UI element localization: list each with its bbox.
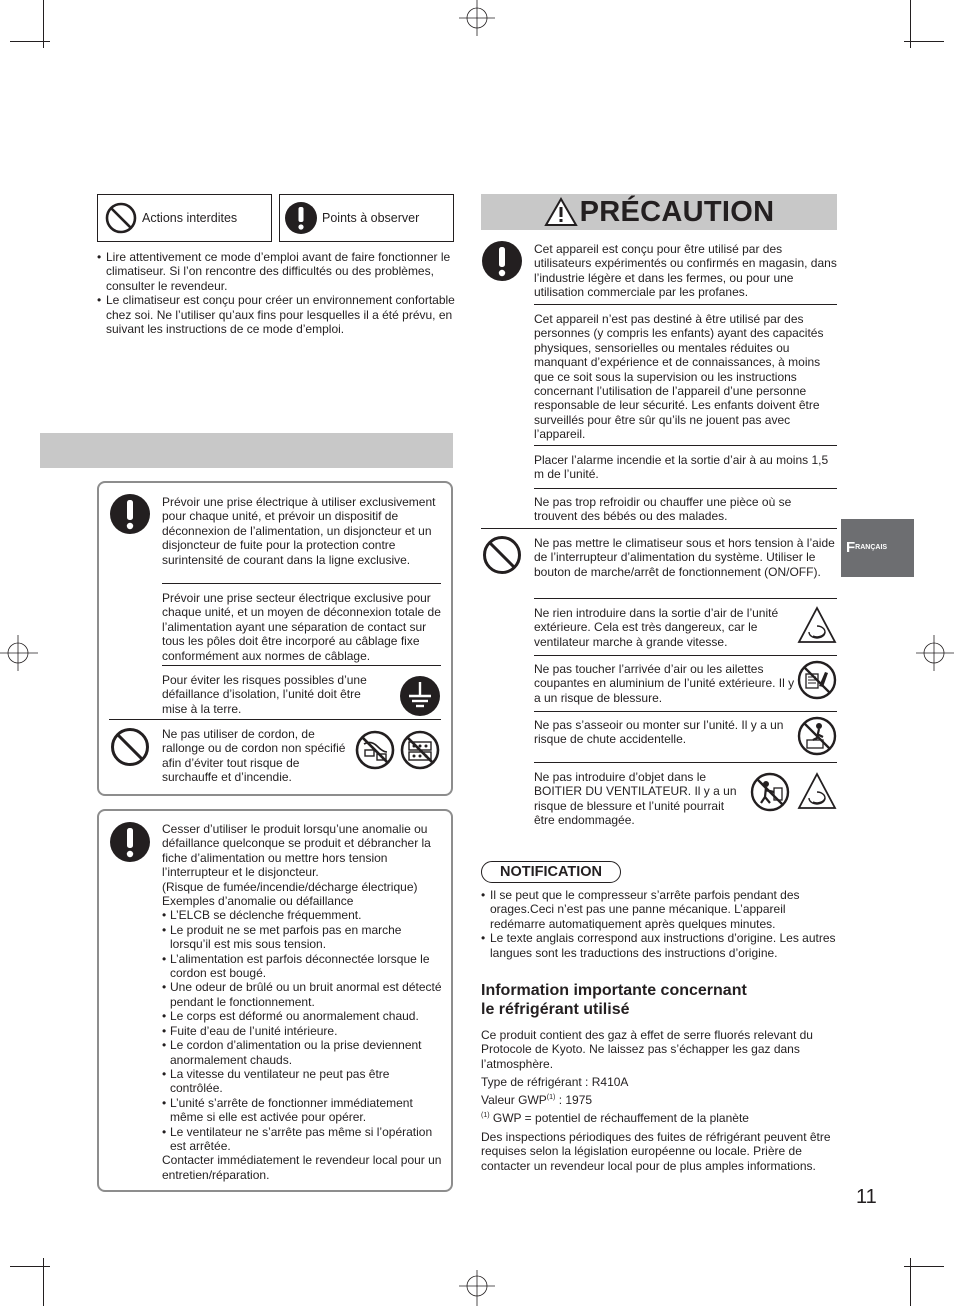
divider: [109, 719, 441, 720]
prohibited-icon: [481, 534, 523, 576]
notification-label: NOTIFICATION: [499, 863, 603, 880]
refrigerant-heading-line1: Information importante concernant: [481, 982, 747, 999]
divider: [162, 665, 441, 666]
refrigerant-type: Type de réfrigérant : R410A: [481, 1075, 629, 1089]
anomaly-example: • L’unité s’arrête de fonctionner immédiatement même si elle est activée pour opérer.: [162, 1096, 444, 1125]
legend-observe-label: Points à observer: [322, 210, 420, 225]
precaution-prohibited-item: Ne pas mettre le climatiseur sous et hors tension à l’aide de l’interrupteur d’alimentation du système. Utiliser le bouton de marche/arrêt de fonctionnement (ON/OFF).: [534, 536, 835, 579]
precaution-observe-item: Ne pas trop refroidir ou chauffer une pièce où se trouvent des bébés ou des malades.: [534, 495, 792, 524]
divider: [534, 762, 837, 763]
no-power-strip-icon: [400, 730, 440, 770]
registration-mark-right: [914, 633, 954, 673]
divider: [534, 655, 837, 656]
anomaly-example: • La vitesse du ventilateur ne peut pas être contrôlée.: [162, 1067, 444, 1096]
warning-triangle-icon: [544, 197, 578, 227]
anomaly-examples-title: Exemples d’anomalie ou défaillance: [162, 894, 354, 909]
footnote-text: GWP = potentiel de réchauffement de la planète: [489, 1111, 749, 1125]
mandatory-icon: [109, 493, 151, 535]
gwp-value: : 1975: [555, 1093, 593, 1107]
legend-observe: [279, 194, 454, 242]
intro-bullet: • Lire attentivement ce mode d’emploi avant de faire fonctionner le climatiseur. Si l’on rencontre des difficultés ou des problèmes, consulter le revendeur.: [97, 250, 455, 293]
precaution-observe-item: Cet appareil est conçu pour être utilisé par des utilisateurs expérimentés ou confirmés en magasin, dans l’industrie légère et dans les fermes, ou pour une utilisation commerciale par les profanes.: [534, 242, 837, 300]
anomaly-example: • L’alimentation est parfois déconnectée lorsque le cordon est bougé.: [162, 952, 444, 981]
divider: [162, 583, 441, 584]
divider: [534, 488, 837, 489]
prohibited-icon: [104, 201, 138, 235]
refrigerant-heading: [481, 982, 841, 1019]
anomaly-example: • Fuite d’eau de l’unité intérieure.: [162, 1024, 444, 1038]
precaution-prohibited-item: Ne rien introduire dans la sortie d’air de l’unité extérieure. Cela est très dangereux, car le ventilateur marche à grande vitesse.: [534, 606, 779, 649]
no-touch-fins-icon: [797, 660, 837, 700]
divider: [534, 304, 837, 305]
intro-bullets: [97, 250, 455, 336]
gwp-label: Valeur GWP: [481, 1093, 547, 1107]
language-tab-rest: RANÇAIS: [855, 543, 888, 551]
anomaly-example: • Une odeur de brûlé ou un bruit anormal est détecté pendant le fonctionnement.: [162, 980, 444, 1009]
registration-mark-top: [457, 0, 497, 40]
anomaly-risk: (Risque de fumée/incendie/décharge électrique): [162, 879, 418, 894]
refrigerant-paragraph: Des inspections périodiques des fuites de réfrigérant peuvent être requises selon la législation européenne ou locale. Prière de contacter un revendeur local pour de plus amples informations.: [481, 1130, 831, 1173]
anomaly-example: • Le ventilateur ne s’arrête pas même si l’opération est arrêtée.: [162, 1125, 444, 1154]
precaution-observe-item: Placer l’alarme incendie et la sortie d’air à au moins 1,5 m de l’unité.: [534, 453, 829, 482]
divider: [534, 711, 837, 712]
anomaly-example: • L’ELCB se déclenche fréquemment.: [162, 908, 444, 922]
refrigerant-heading-line2: le réfrigérant utilisé: [481, 1000, 630, 1018]
rotating-fan-warning-icon: [797, 606, 837, 644]
no-climbing-icon: [797, 716, 837, 756]
precaution-title: PRÉCAUTION: [579, 195, 775, 228]
refrigerant-paragraph: Ce produit contient des gaz à effet de serre fluorés relevant du Protocole de Kyoto. Ne laissez pas s’échapper les gaz dans l’atmosphère.: [481, 1028, 813, 1071]
registration-mark-left: [0, 633, 40, 673]
precaution-prohibited-item: Ne pas introduire d’objet dans le BOITIER DU VENTILATEUR. Il y a un risque de blessure et l’unité pourrait être endommagée.: [534, 770, 737, 828]
no-insert-objects-icon: [750, 772, 790, 812]
power-item-2: Prévoir une prise secteur électrique exclusive pour chaque unité, et un moyen de déconnexion totale de l’alimentation ayant une séparation de contact sur tous les pôles doit être incorporé au câblage fixe conformément aux normes de câblage.: [162, 591, 441, 663]
refrigerant-gwp: [481, 1093, 841, 1107]
anomaly-example: • Le produit ne se met parfois pas en marche lorsqu’il est mis sous tension.: [162, 923, 444, 952]
anomaly-example: • Le corps est déformé ou anormalement chaud.: [162, 1009, 444, 1023]
notification-bullet: • Le texte anglais correspond aux instructions d’origine. Les autres langues sont les traductions des instructions d’origine.: [481, 931, 841, 960]
mandatory-icon: [109, 821, 151, 863]
refrigerant-footnote: [481, 1111, 841, 1125]
intro-bullet: • Le climatiseur est conçu pour créer un environnement confortable chez soi. Ne l’utiliser qu’aux fins pour lesquelles il a été prévu, en suivant les instructions de ce mode d’emploi.: [97, 293, 455, 336]
page-number: 11: [856, 1186, 877, 1208]
precaution-banner: [481, 194, 837, 230]
precaution-prohibited-item: Ne pas s’asseoir ou monter sur l’unité. Il y a un risque de chute accidentelle.: [534, 718, 784, 747]
anomaly-example: • Le cordon d’alimentation ou la prise deviennent anormalement chauds.: [162, 1038, 444, 1067]
notification-badge: [481, 861, 621, 883]
notification-bullets: [481, 888, 841, 960]
legend-prohibited: [97, 194, 272, 242]
legend-prohibited-label: Actions interdites: [142, 210, 238, 225]
registration-mark-bottom: [457, 1266, 497, 1306]
language-tab-initial: F: [846, 538, 856, 556]
language-tab: [841, 519, 914, 577]
divider: [534, 598, 837, 599]
precaution-observe-item: Cet appareil n’est pas destiné à être utilisé par des personnes (y compris les enfants) ayant des capacités physiques, sensorielles ou mentales réduites ou manquant d’expérience et de connaissances, à moins que ce soit sous la supervision ou les instructions concernant l’utilisation de l’appareil d’une personne responsable de leur sécurité. Les enfants doivent être surveillés pour être sûr qu’ils ne jouent pas avec l’appareil.: [534, 312, 824, 442]
notification-bullet: • Il se peut que le compresseur s’arrête parfois pendant des orages.Ceci n’est pas une panne mécanique. L’appareil redémarre automatiquement après quelques minutes.: [481, 888, 841, 931]
divider: [481, 528, 837, 529]
anomaly-outro: Contacter immédiatement le revendeur local pour un entretien/réparation.: [162, 1153, 442, 1182]
anomaly-content: [162, 822, 444, 1182]
prohibited-icon: [109, 726, 151, 768]
section-bar: [40, 433, 453, 468]
divider: [534, 445, 837, 446]
gwp-footnote-ref: (1): [546, 1094, 556, 1101]
mandatory-icon: [284, 201, 318, 235]
rotating-fan-warning-icon: [797, 772, 837, 810]
power-item-3: Pour éviter les risques possibles d’une défaillance d’isolation, l’unité doit être mise à la terre.: [162, 673, 367, 716]
no-extension-cord-icon: [355, 730, 395, 770]
earth-ground-icon: [399, 675, 441, 717]
footnote-mark: (1): [481, 1112, 490, 1119]
anomaly-intro: Cesser d’utiliser le produit lorsqu’une anomalie ou défaillance quelconque se produit et débrancher la fiche d’alimentation ou mettre hors tension l’interrupteur et le disjoncteur.: [162, 822, 431, 880]
anomaly-examples: [162, 908, 444, 1153]
precaution-prohibited-item: Ne pas toucher l’arrivée d’air ou les ailettes coupantes en aluminium de l’unité extérieure. Il y a un risque de blessure.: [534, 662, 795, 705]
power-item-4: Ne pas utiliser de cordon, de rallonge ou de cordon non spécifié afin d’éviter tout risque de surchauffe et d’incendie.: [162, 727, 346, 785]
power-item-1: Prévoir une prise électrique à utiliser exclusivement pour chaque unité, et prévoir un dispositif de déconnexion de l’alimentation, un disjoncteur et un disjoncteur de fuite pour la protection contre surintensité de courant dans la ligne exclusive.: [162, 495, 436, 567]
mandatory-icon: [481, 240, 523, 282]
